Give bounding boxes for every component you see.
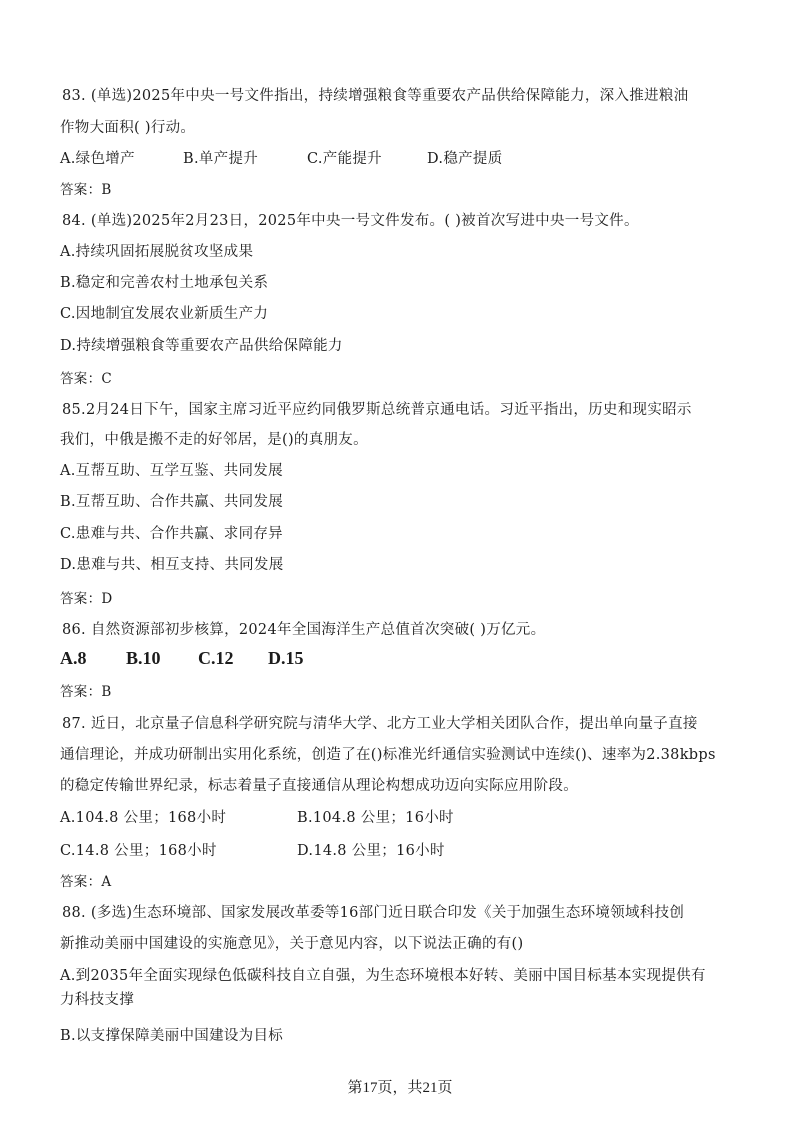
q87-stem-line3: 的稳定传输世界纪录，标志着量子直接通信从理论构想成功迈向实际应用阶段。 xyxy=(60,778,578,794)
q85-option-d: D.患难与共、相互支持、共同发展 xyxy=(60,557,284,573)
q87-option-a: A.104.8 公里；168小时 xyxy=(60,810,227,826)
q87-option-d: D.14.8 公里；16小时 xyxy=(297,843,445,859)
q88-option-b: B.以支撑保障美丽中国建设为目标 xyxy=(60,1028,284,1044)
q88-stem-line2: 新推动美丽中国建设的实施意见》，关于意见内容，以下说法正确的有() xyxy=(60,936,524,952)
q85-answer: 答案：D xyxy=(60,591,113,607)
q84-option-b: B.稳定和完善农村土地承包关系 xyxy=(60,275,269,291)
q86-option-a: A.8 xyxy=(60,648,87,668)
q86-option-d: D.15 xyxy=(268,648,304,668)
q87-options-row1 xyxy=(60,808,454,828)
q87-stem-line2: 通信理论，并成功研制出实用化系统，创造了在()标准光纤通信实验测试中连续()、速率为2.38kbps xyxy=(60,747,716,763)
q83-option-c: C.产能提升 xyxy=(307,151,382,167)
q85-option-c: C.患难与共、合作共赢、求同存异 xyxy=(60,526,283,542)
q87-answer: 答案：A xyxy=(60,874,112,890)
q85-option-a: A.互帮互助、互学互鉴、共同发展 xyxy=(60,463,283,479)
q85-stem-line1: 85.2月24日下午，国家主席习近平应约同俄罗斯总统普京通电话。习近平指出，历史和现实昭示 xyxy=(62,402,692,418)
q85-option-b: B.互帮互助、合作共赢、共同发展 xyxy=(60,494,284,510)
q86-options xyxy=(60,648,304,668)
q88-option-a-line2: 力科技支撑 xyxy=(60,992,134,1008)
q86-option-c: C.12 xyxy=(198,648,234,668)
q86-stem: 86. 自然资源部初步核算，2024年全国海洋生产总值首次突破( )万亿元。 xyxy=(62,622,546,638)
q84-option-a: A.持续巩固拓展脱贫攻坚成果 xyxy=(60,244,254,260)
q83-answer: 答案：B xyxy=(60,182,112,198)
q85-stem-line2: 我们，中俄是搬不走的好邻居，是()的真朋友。 xyxy=(60,432,368,448)
q87-option-c: C.14.8 公里；168小时 xyxy=(60,843,217,859)
q83-stem-line1: 83. (单选)2025年中央一号文件指出，持续增强粮食等重要农产品供给保障能力，深入推进粮油 xyxy=(62,88,689,104)
q83-option-d: D.稳产提质 xyxy=(427,151,503,167)
q87-option-b: B.104.8 公里；16小时 xyxy=(297,810,454,826)
q87-stem-line1: 87. 近日，北京量子信息科学研究院与清华大学、北方工业大学相关团队合作，提出单向量子直接 xyxy=(62,716,698,732)
q84-option-c: C.因地制宜发展农业新质生产力 xyxy=(60,306,269,322)
q83-options xyxy=(60,149,503,169)
q88-option-a-line1: A.到2035年全面实现绿色低碳科技自立自强，为生态环境根本好转、美丽中国目标基本实现提供有 xyxy=(60,968,706,984)
q87-options-row2 xyxy=(60,841,445,861)
q84-option-d: D.持续增强粮食等重要农产品供给保障能力 xyxy=(60,338,343,354)
page-number: 第17页，共21页 xyxy=(347,1080,453,1096)
q84-answer: 答案：C xyxy=(60,371,113,387)
q83-option-a: A.绿色增产 xyxy=(60,151,135,167)
q86-answer: 答案：B xyxy=(60,684,112,700)
q84-stem: 84. (单选)2025年2月23日，2025年中央一号文件发布。( )被首次写进中央一号文件。 xyxy=(62,213,639,229)
q88-stem-line1: 88. (多选)生态环境部、国家发展改革委等16部门近日联合印发《关于加强生态环境领域科技创 xyxy=(62,905,685,921)
q83-option-b: B.单产提升 xyxy=(183,151,259,167)
q86-option-b: B.10 xyxy=(126,648,161,668)
q83-stem-line2: 作物大面积( )行动。 xyxy=(60,120,196,136)
